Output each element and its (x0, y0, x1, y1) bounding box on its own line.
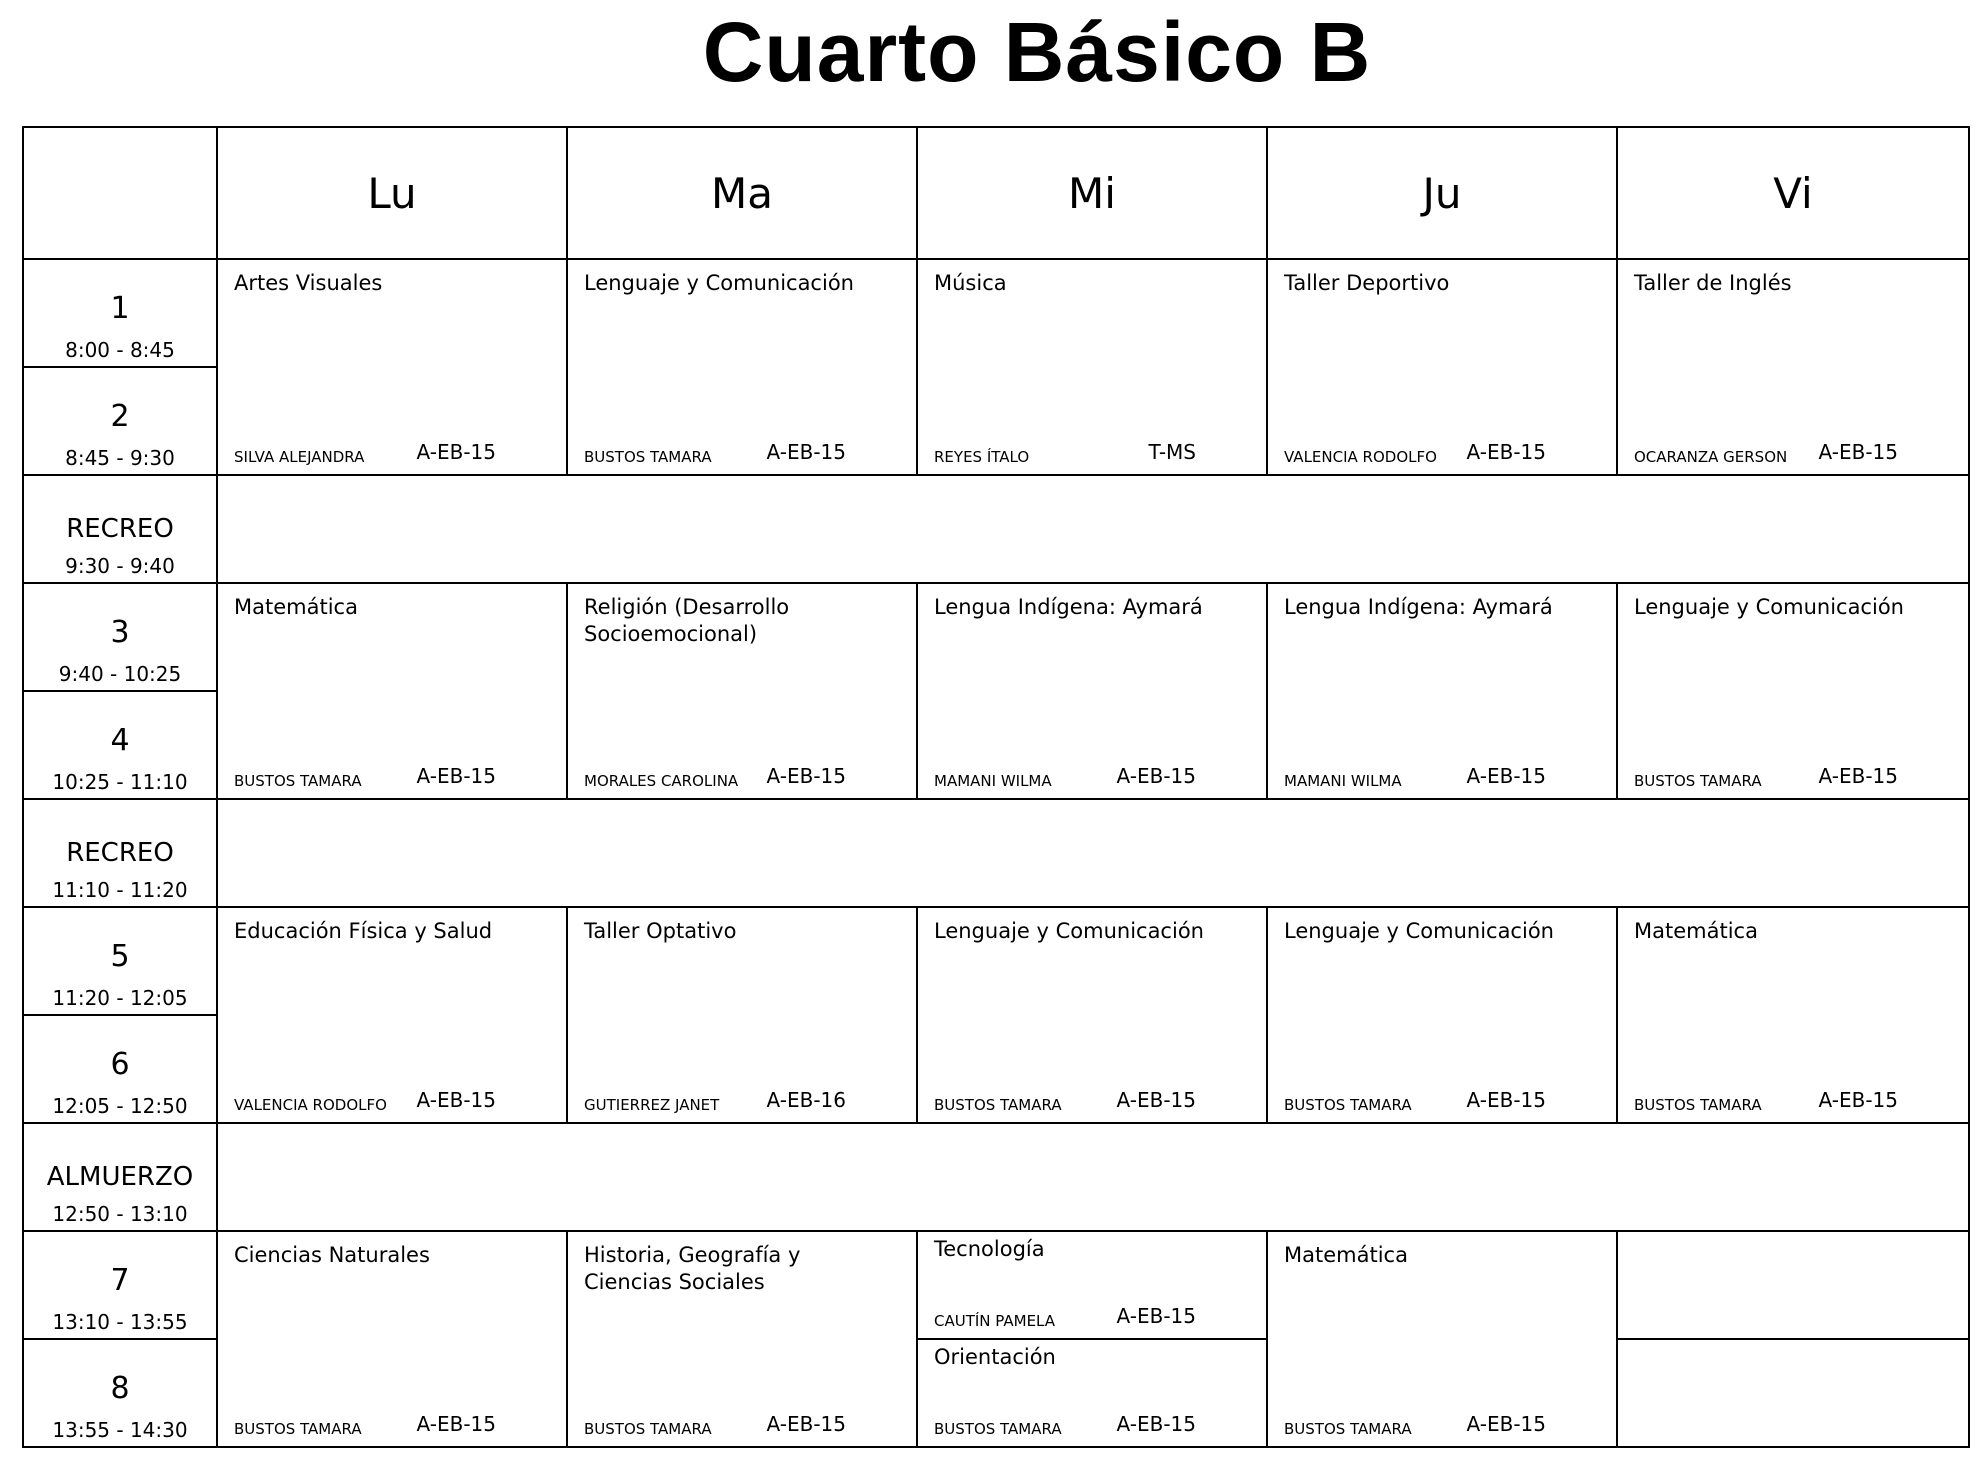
room: A-EB-16 (766, 1088, 846, 1112)
period-slot (23, 1339, 217, 1447)
room: A-EB-15 (416, 1088, 496, 1112)
room: A-EB-15 (1466, 1088, 1546, 1112)
period-slot (23, 583, 217, 691)
room: A-EB-15 (766, 1412, 846, 1436)
subject: Artes Visuales (234, 271, 383, 295)
subject: Matemática (234, 595, 358, 619)
break-row (23, 475, 1969, 583)
period-number: 3 (110, 615, 130, 650)
room: A-EB-15 (766, 764, 846, 788)
subject: Taller Deportivo (1284, 271, 1450, 295)
break-name: RECREO (66, 838, 174, 868)
room: A-EB-15 (1818, 440, 1898, 464)
break-slot (23, 475, 217, 583)
room: A-EB-15 (766, 440, 846, 464)
break-cell (217, 475, 1969, 583)
break-name: RECREO (66, 514, 174, 544)
room: A-EB-15 (416, 764, 496, 788)
header-row (23, 127, 1969, 259)
break-slot (23, 1123, 217, 1231)
room: A-EB-15 (1116, 764, 1196, 788)
teacher: BUSTOS TAMARA (934, 1420, 1062, 1438)
period-time: 13:55 - 14:30 (52, 1418, 188, 1442)
room: A-EB-15 (416, 1412, 496, 1436)
teacher: BUSTOS TAMARA (234, 772, 362, 790)
class-cell (1267, 1231, 1617, 1447)
teacher: MAMANI WILMA (1284, 772, 1402, 790)
class-cell (917, 1339, 1267, 1447)
break-row (23, 1123, 1969, 1231)
subject: Ciencias Naturales (234, 1243, 430, 1267)
period-row (23, 259, 1969, 367)
class-cell (567, 583, 917, 799)
subject: Lenguaje y Comunicación (584, 271, 854, 295)
period-row (23, 907, 1969, 1015)
subject: Orientación (934, 1345, 1056, 1369)
break-time: 9:30 - 9:40 (65, 554, 175, 578)
period-time: 9:40 - 10:25 (58, 662, 182, 686)
break-time: 11:10 - 11:20 (52, 878, 188, 902)
room: A-EB-15 (1818, 764, 1898, 788)
subject: Tecnología (934, 1237, 1045, 1261)
class-cell (567, 1231, 917, 1447)
class-cell (1617, 907, 1969, 1123)
period-number: 2 (110, 399, 130, 434)
period-slot (23, 907, 217, 1015)
room: A-EB-15 (1116, 1304, 1196, 1328)
room: A-EB-15 (1466, 1412, 1546, 1436)
subject: Música (934, 271, 1007, 295)
room: A-EB-15 (416, 440, 496, 464)
subject: Lenguaje y Comunicación (934, 919, 1204, 943)
class-cell (567, 907, 917, 1123)
period-time: 8:45 - 9:30 (65, 446, 175, 470)
period-number: 7 (110, 1263, 130, 1298)
break-cell (217, 799, 1969, 907)
teacher: BUSTOS TAMARA (1634, 1096, 1762, 1114)
day-header: Vi (1617, 127, 1969, 259)
period-time: 11:20 - 12:05 (52, 986, 188, 1010)
period-slot (23, 691, 217, 799)
subject: Taller Optativo (584, 919, 737, 943)
period-time: 12:05 - 12:50 (52, 1094, 188, 1118)
class-cell (1267, 259, 1617, 475)
break-slot (23, 799, 217, 907)
class-cell (1267, 907, 1617, 1123)
period-slot (23, 259, 217, 367)
room: A-EB-15 (1116, 1412, 1196, 1436)
subject: Taller de Inglés (1634, 271, 1792, 295)
day-header: Ma (567, 127, 917, 259)
class-cell (917, 1231, 1267, 1339)
subject: Religión (Desarrollo Socioemocional) (584, 595, 790, 646)
teacher: CAUTÍN PAMELA (934, 1312, 1056, 1330)
teacher: MORALES CAROLINA (584, 772, 739, 790)
class-cell (567, 259, 917, 475)
period-row (23, 1231, 1969, 1339)
teacher: BUSTOS TAMARA (1284, 1096, 1412, 1114)
period-number: 5 (110, 939, 130, 974)
period-time: 8:00 - 8:45 (65, 338, 175, 362)
room: A-EB-15 (1466, 440, 1546, 464)
teacher: BUSTOS TAMARA (234, 1420, 362, 1438)
class-cell (917, 907, 1267, 1123)
class-cell (917, 259, 1267, 475)
period-time: 10:25 - 11:10 (52, 770, 188, 794)
period-slot (23, 367, 217, 475)
teacher: BUSTOS TAMARA (1284, 1420, 1412, 1438)
period-number: 6 (110, 1047, 130, 1082)
day-header: Mi (917, 127, 1267, 259)
room: A-EB-15 (1116, 1088, 1196, 1112)
teacher: BUSTOS TAMARA (934, 1096, 1062, 1114)
corner-cell (23, 127, 217, 259)
period-slot (23, 1231, 217, 1339)
class-cell (1617, 259, 1969, 475)
period-number: 1 (110, 291, 130, 326)
break-cell (217, 1123, 1969, 1231)
subject: Educación Física y Salud (234, 919, 493, 943)
period-time: 13:10 - 13:55 (52, 1310, 188, 1334)
class-cell (217, 259, 567, 475)
subject: Lengua Indígena: Aymará (1284, 595, 1553, 619)
break-time: 12:50 - 13:10 (52, 1202, 188, 1226)
subject: Lenguaje y Comunicación (1284, 919, 1554, 943)
empty-cell (1617, 1231, 1969, 1339)
break-row (23, 799, 1969, 907)
room: A-EB-15 (1818, 1088, 1898, 1112)
subject: Lengua Indígena: Aymará (934, 595, 1203, 619)
day-header: Lu (217, 127, 567, 259)
subject: Lenguaje y Comunicación (1634, 595, 1904, 619)
schedule-table (22, 126, 1970, 1448)
class-cell (1617, 583, 1969, 799)
break-name: ALMUERZO (46, 1162, 194, 1192)
room: A-EB-15 (1466, 764, 1546, 788)
teacher: REYES ÍTALO (934, 448, 1030, 466)
period-row (23, 583, 1969, 691)
class-cell (917, 583, 1267, 799)
teacher: VALENCIA RODOLFO (1284, 448, 1437, 466)
class-cell (1267, 583, 1617, 799)
room: T-MS (1148, 440, 1196, 464)
teacher: SILVA ALEJANDRA (234, 448, 365, 466)
period-number: 8 (110, 1371, 130, 1406)
period-number: 4 (110, 723, 130, 758)
teacher: MAMANI WILMA (934, 772, 1052, 790)
teacher: BUSTOS TAMARA (584, 1420, 712, 1438)
teacher: OCARANZA GERSON (1634, 448, 1788, 466)
teacher: BUSTOS TAMARA (584, 448, 712, 466)
period-slot (23, 1015, 217, 1123)
empty-cell (1617, 1339, 1969, 1447)
day-header: Ju (1267, 127, 1617, 259)
teacher: VALENCIA RODOLFO (234, 1096, 387, 1114)
subject: Matemática (1284, 1243, 1408, 1267)
subject: Historia, Geografía y Ciencias Sociales (584, 1243, 801, 1294)
class-cell (217, 583, 567, 799)
page-title: Cuarto Básico B (702, 5, 1372, 99)
teacher: BUSTOS TAMARA (1634, 772, 1762, 790)
class-cell (217, 1231, 567, 1447)
subject: Matemática (1634, 919, 1758, 943)
teacher: GUTIERREZ JANET (584, 1096, 720, 1114)
class-cell (217, 907, 567, 1123)
